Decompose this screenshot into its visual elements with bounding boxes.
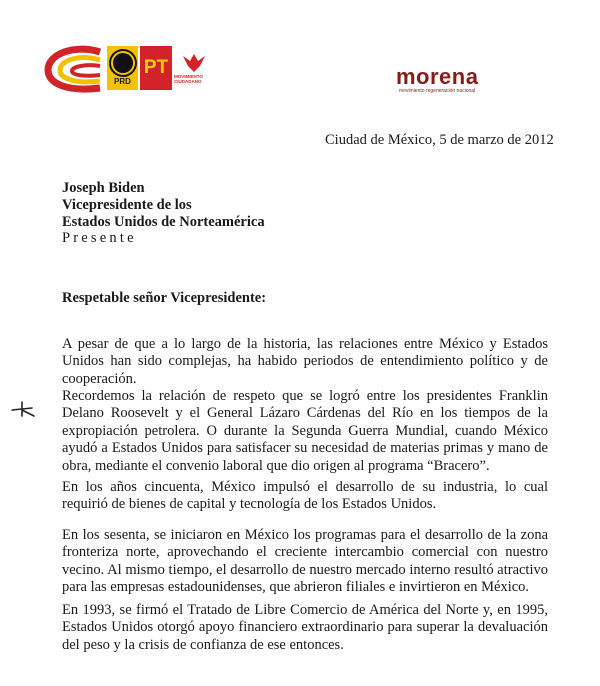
recipient-block (62, 180, 265, 231)
pt-logo (140, 46, 172, 90)
swoosh-logo-icon (44, 44, 104, 94)
body-paragraph: Recordemos la relación de respeto que se logró entre los presidentes Franklin Delano Roosevelt y el General Lázaro Cárdenas del Río en los tiempos de la expropiación petrolera. O durante la Segunda Guerra Mundial, cuando México ayudó a Estados Unidos para satisfacer su necesidad de materias primas y mano de obra, mediante el convenio laboral que dio origen al programa “Bracero”. (62, 388, 548, 474)
prd-label: PRD (114, 76, 131, 86)
body-paragraph: En los años cincuenta, México impulsó el desarrollo de su industria, lo cual requirió de bienes de capital y tecnología de los Estados Unidos. (62, 479, 548, 513)
recipient-title-line1: Vicepresidente de los (62, 197, 192, 213)
recipient-title-line2: Estados Unidos de Norteamérica (62, 214, 265, 230)
salutation: Respetable señor Vicepresidente: (62, 290, 267, 306)
body-paragraph: En los sesenta, se iniciaron en México los programas para el desarrollo de la zona fronteriza norte, aprovechando el creciente intercambio comercial con nuestro vecino. Al mismo tiempo, el desarrollo de nuestro mercado interno resultó atractivo para las empresas estadounidenses, que abrieron filiales e invirtieron en México. (62, 527, 548, 596)
morena-tagline: movimiento regeneración nacional (399, 88, 476, 94)
body-paragraph: A pesar de que a lo largo de la historia, las relaciones entre México y Estados Unidos han sido complejas, ha habido periodos de entendimiento político y de cooperación. (62, 336, 548, 387)
letter-date: Ciudad de México, 5 de marzo de 2012 (325, 132, 554, 148)
sun-icon (111, 51, 135, 75)
eagle-icon (181, 52, 207, 74)
morena-logo-text: morena (396, 64, 479, 89)
movimiento-ciudadano-label: MOVIMIENTO CIUDADANO (174, 74, 203, 84)
body-paragraph: En 1993, se firmó el Tratado de Libre Comercio de América del Norte y, en 1995, Estados Unidos otorgó apoyo financiero extraordinario para superar la devaluación del peso y la crisis de confianza de ese entonces. (62, 602, 548, 653)
pt-label: PT (143, 57, 169, 78)
prd-logo (107, 46, 138, 90)
recipient-name: Joseph Biden (62, 180, 145, 196)
letterhead (0, 0, 600, 110)
handwritten-margin-mark-icon (8, 398, 42, 420)
presente-line: Presente (62, 230, 137, 246)
movimiento-ciudadano-logo (174, 46, 214, 90)
